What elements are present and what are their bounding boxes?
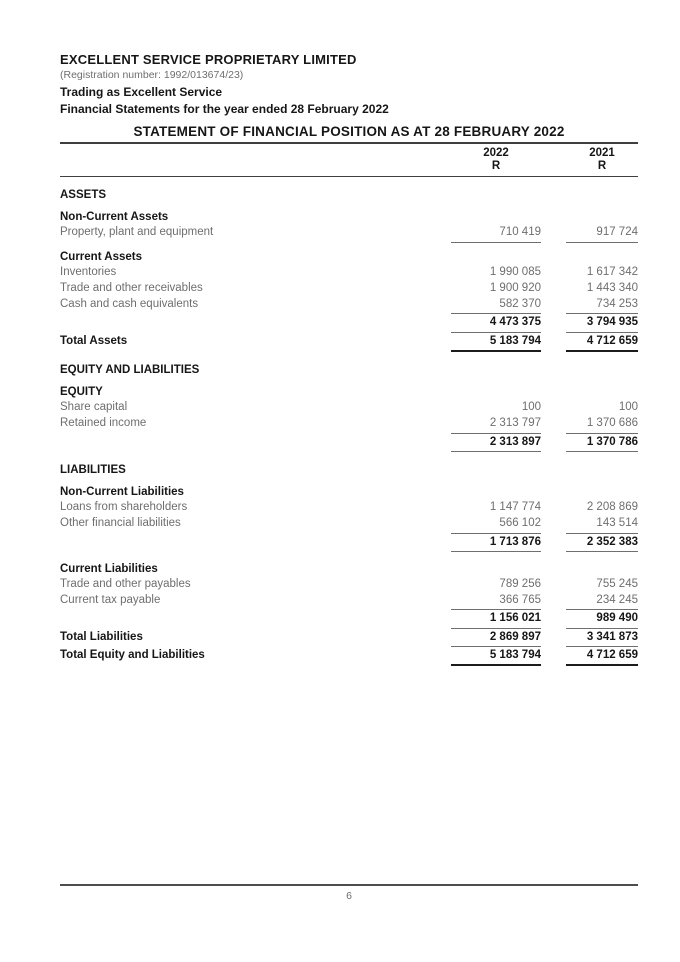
statement-row bbox=[60, 210, 638, 225]
statement-row bbox=[60, 434, 638, 452]
statement-row bbox=[60, 577, 638, 593]
value-2021: 1 443 340 bbox=[586, 282, 638, 295]
value-2021: 917 724 bbox=[566, 225, 638, 242]
column-currency-2021: R bbox=[597, 160, 607, 172]
statement-rows bbox=[60, 188, 638, 666]
value-2021: 2 208 869 bbox=[586, 501, 638, 514]
value-2022: 1 713 876 bbox=[451, 534, 541, 552]
row-label: Cash and cash equivalents bbox=[60, 298, 199, 311]
value-2022: 582 370 bbox=[451, 297, 541, 314]
statement-row bbox=[60, 314, 638, 332]
value-2021: 100 bbox=[618, 401, 638, 414]
value-2021: 3 794 935 bbox=[566, 314, 638, 332]
column-header-spacer bbox=[60, 147, 429, 173]
statement-row bbox=[60, 297, 638, 314]
value-2022: 5 183 794 bbox=[451, 334, 541, 352]
statement-row bbox=[60, 400, 638, 416]
value-2022: 100 bbox=[521, 401, 541, 414]
value-2021: 143 514 bbox=[566, 516, 638, 533]
value-2021: 1 370 686 bbox=[566, 416, 638, 433]
page-content bbox=[60, 0, 638, 666]
value-2022: 710 419 bbox=[451, 225, 541, 242]
statement-row bbox=[60, 463, 638, 478]
row-label: Total Equity and Liabilities bbox=[60, 648, 205, 661]
row-label bbox=[60, 434, 451, 452]
row-label bbox=[60, 610, 451, 628]
row-label: Property, plant and equipment bbox=[60, 226, 214, 239]
footer-rule bbox=[60, 884, 638, 886]
value-2022: 4 473 375 bbox=[451, 314, 541, 332]
value-2021: 755 245 bbox=[596, 578, 638, 591]
statement-row bbox=[60, 334, 638, 352]
document-header bbox=[60, 0, 638, 117]
row-label: Non-Current Liabilities bbox=[60, 486, 184, 499]
value-2021: 4 712 659 bbox=[566, 648, 638, 666]
value-2022: 5 183 794 bbox=[451, 648, 541, 666]
row-label: Trade and other payables bbox=[60, 578, 191, 591]
column-currency-2022: R bbox=[491, 160, 501, 172]
row-label: Share capital bbox=[60, 401, 128, 414]
row-label: Current Assets bbox=[60, 250, 143, 263]
row-label: Total Liabilities bbox=[60, 630, 143, 643]
column-header-2021 bbox=[566, 147, 638, 173]
value-2021: 734 253 bbox=[566, 297, 638, 314]
statement-row bbox=[60, 516, 638, 533]
value-2022: 1 990 085 bbox=[489, 265, 541, 278]
company-name: EXCELLENT SERVICE PROPRIETARY LIMITED bbox=[60, 52, 357, 67]
value-2022: 366 765 bbox=[451, 593, 541, 610]
row-label bbox=[60, 314, 451, 332]
row-label: Trade and other receivables bbox=[60, 282, 203, 295]
statement-row bbox=[60, 610, 638, 628]
statement-row bbox=[60, 500, 638, 516]
statement-row bbox=[60, 593, 638, 610]
registration-number: (Registration number: 1992/013674/23) bbox=[60, 69, 244, 81]
row-label: Total Assets bbox=[60, 334, 128, 347]
statement-row bbox=[60, 630, 638, 647]
value-2021: 3 341 873 bbox=[566, 630, 638, 647]
statement-row bbox=[60, 265, 638, 281]
value-2021: 234 245 bbox=[566, 593, 638, 610]
value-2021: 4 712 659 bbox=[566, 334, 638, 352]
value-2022: 2 313 897 bbox=[451, 434, 541, 452]
financial-position-table bbox=[60, 142, 638, 666]
row-label bbox=[60, 534, 451, 552]
statement-row bbox=[60, 385, 638, 400]
statement-title: STATEMENT OF FINANCIAL POSITION AS AT 28 FEBRUARY 2022 bbox=[133, 124, 565, 139]
value-2022: 1 900 920 bbox=[489, 282, 541, 295]
row-label: Non-Current Assets bbox=[60, 211, 169, 224]
column-year-2022: 2022 bbox=[483, 147, 509, 159]
row-label: LIABILITIES bbox=[60, 463, 126, 476]
statement-row bbox=[60, 188, 638, 203]
value-2021: 1 617 342 bbox=[586, 265, 638, 278]
statement-row bbox=[60, 225, 638, 242]
statement-row bbox=[60, 416, 638, 433]
page-number: 6 bbox=[346, 890, 352, 902]
value-2021: 2 352 383 bbox=[566, 534, 638, 552]
row-label: Current tax payable bbox=[60, 594, 161, 607]
statement-row bbox=[60, 648, 638, 666]
column-header-row bbox=[60, 142, 638, 177]
value-2022: 566 102 bbox=[451, 516, 541, 533]
statement-row bbox=[60, 281, 638, 297]
value-2022: 1 156 021 bbox=[451, 610, 541, 628]
value-2022: 1 147 774 bbox=[489, 501, 541, 514]
row-label: Loans from shareholders bbox=[60, 501, 188, 514]
row-label: Current Liabilities bbox=[60, 562, 158, 575]
column-header-2022 bbox=[429, 147, 541, 173]
statement-row bbox=[60, 534, 638, 552]
statement-row bbox=[60, 485, 638, 500]
statement-row bbox=[60, 363, 638, 378]
statement-row bbox=[60, 250, 638, 265]
value-2021: 1 370 786 bbox=[566, 434, 638, 452]
period-line: Financial Statements for the year ended 28 February 2022 bbox=[60, 102, 389, 116]
row-label: ASSETS bbox=[60, 189, 107, 201]
row-label: Other financial liabilities bbox=[60, 517, 181, 530]
row-label: EQUITY bbox=[60, 386, 103, 399]
value-2021: 989 490 bbox=[566, 610, 638, 628]
value-2022: 2 313 797 bbox=[451, 416, 541, 433]
column-year-2021: 2021 bbox=[589, 147, 615, 159]
value-2022: 2 869 897 bbox=[451, 630, 541, 647]
value-2022: 789 256 bbox=[499, 578, 541, 591]
row-label: Retained income bbox=[60, 417, 147, 430]
row-label: EQUITY AND LIABILITIES bbox=[60, 363, 200, 376]
row-label: Inventories bbox=[60, 265, 117, 278]
trading-as-line: Trading as Excellent Service bbox=[60, 85, 223, 99]
statement-row bbox=[60, 562, 638, 577]
